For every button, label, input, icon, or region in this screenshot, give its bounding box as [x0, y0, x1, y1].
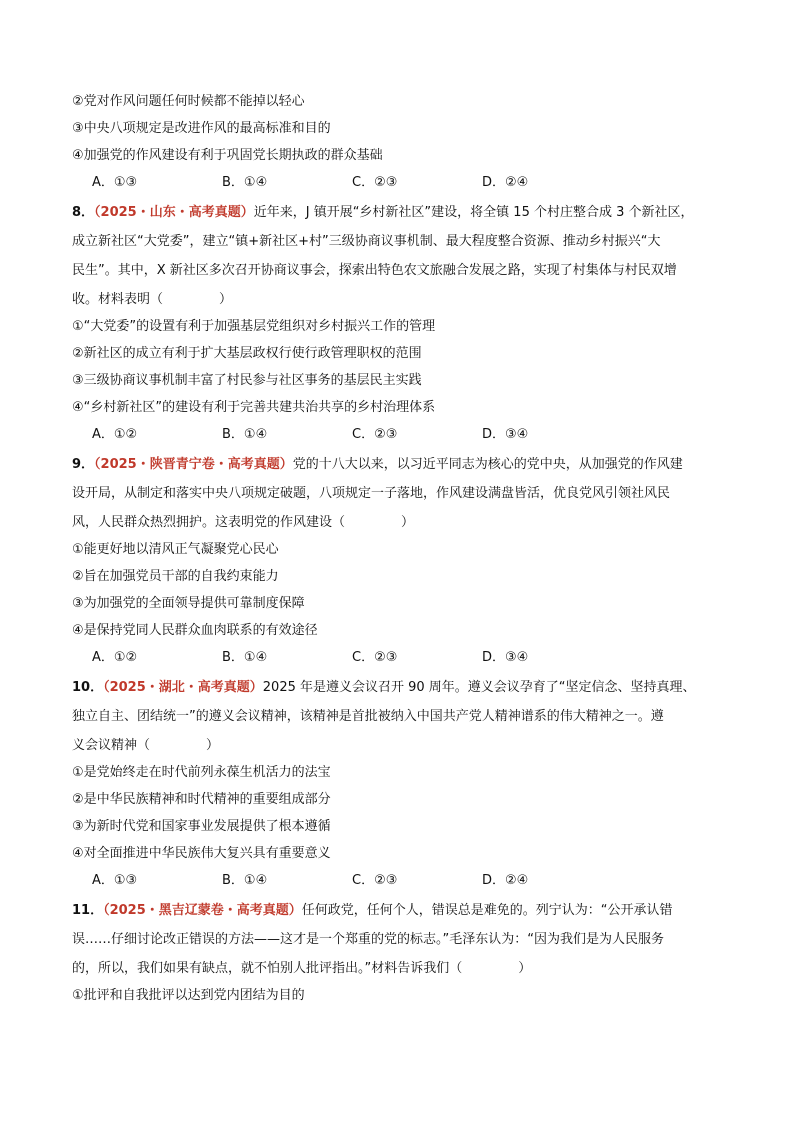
stem-line: 误……仔细讨论改正错误的方法——这才是一个郑重的党的标志。”毛泽东认为：“因为我们是为人民服务 — [72, 932, 664, 947]
stem-line: 民生”。其中，X 新社区多次召开协商议事会，探索出特色农文旅融合发展之路，实现了村集体与村民双增 — [72, 263, 677, 278]
option-4: ④加强党的作风建设有利于巩固党长期执政的群众基础 — [72, 148, 383, 163]
question-number: 9． — [72, 457, 95, 472]
option-3: ③三级协商议事机制丰富了村民参与社区事务的基层民主实践 — [72, 373, 422, 388]
option-2: ②旨在加强党员干部的自我约束能力 — [72, 569, 279, 584]
answer-choices — [72, 425, 722, 445]
question-stem — [72, 198, 722, 314]
stem-line: ） — [401, 515, 415, 530]
stem-line: 成立新社区“大党委”，建立“镇+新社区+村”三级协商议事机制、最大程度整合资源、推动乡村振兴“大 — [72, 234, 661, 249]
question-source: （2025・湖北・高考真题） — [103, 680, 263, 695]
choice-d[interactable]: D．②④ — [482, 175, 529, 190]
question-number: 10． — [72, 680, 104, 695]
choice-b[interactable]: B．①④ — [222, 427, 268, 442]
choice-c[interactable]: C．②③ — [352, 873, 398, 888]
option-1: ①是党始终走在时代前列永葆生机活力的法宝 — [72, 765, 331, 780]
option-2: ②党对作风问题任何时候都不能掉以轻心 — [72, 94, 305, 109]
choice-b[interactable]: B．①④ — [222, 650, 268, 665]
question-stem — [72, 673, 722, 760]
answer-choices — [72, 871, 722, 891]
stem-line: 任何政党，任何个人，错误总是难免的。列宁认为：“公开承认错 — [301, 903, 673, 918]
question-8 — [72, 198, 722, 445]
stem-line: ） — [206, 738, 220, 753]
answer-choices — [72, 173, 722, 193]
stem-line: 义会议精神（ — [72, 738, 151, 753]
choice-c[interactable]: C．②③ — [352, 650, 398, 665]
question-number: 8． — [72, 205, 95, 220]
question-11 — [72, 896, 722, 1006]
choice-b[interactable]: B．①④ — [222, 873, 268, 888]
choice-a[interactable]: A．①② — [92, 650, 138, 665]
stem-line: 独立自主、团结统一”的遵义会议精神，该精神是首批被纳入中国共产党人精神谱系的伟大精神之一。遵 — [72, 709, 664, 724]
question-source: （2025・黑吉辽蒙卷・高考真题） — [103, 903, 302, 918]
choice-c[interactable]: C．②③ — [352, 175, 398, 190]
option-1: ①批评和自我批评以达到党内团结为目的 — [72, 988, 305, 1003]
option-3: ③中央八项规定是改进作风的最高标准和目的 — [72, 121, 331, 136]
question-number: 11． — [72, 903, 104, 918]
stem-line: 党的十八大以来，以习近平同志为核心的党中央，从加强党的作风建 — [292, 457, 683, 472]
option-3: ③为加强党的全面领导提供可靠制度保障 — [72, 596, 305, 611]
choice-a[interactable]: A．①② — [92, 427, 138, 442]
option-1: ①能更好地以清风正气凝聚党心民心 — [72, 542, 279, 557]
choice-d[interactable]: D．②④ — [482, 873, 529, 888]
stem-line: ） — [518, 961, 532, 976]
question-9 — [72, 450, 722, 668]
option-4: ④对全面推进中华民族伟大复兴具有重要意义 — [72, 846, 331, 861]
stem-line: 近年来，J 镇开展“乡村新社区”建设，将全镇 15 个村庄整合成 3 个新社区， — [253, 205, 694, 220]
option-4: ④是保持党同人民群众血肉联系的有效途径 — [72, 623, 318, 638]
choice-c[interactable]: C．②③ — [352, 427, 398, 442]
choice-a[interactable]: A．①③ — [92, 873, 138, 888]
option-4: ④“乡村新社区”的建设有利于完善共建共治共享的乡村治理体系 — [72, 400, 436, 415]
option-3: ③为新时代党和国家事业发展提供了根本遵循 — [72, 819, 331, 834]
question-7-tail — [72, 92, 722, 193]
stem-line: 2025 年是遵义会议召开 90 周年。遵义会议孕育了“坚定信念、坚持真理、 — [262, 680, 696, 695]
question-10 — [72, 673, 722, 891]
exam-page — [72, 92, 722, 1013]
option-2: ②是中华民族精神和时代精神的重要组成部分 — [72, 792, 331, 807]
option-2: ②新社区的成立有利于扩大基层政权行使行政管理职权的范围 — [72, 346, 422, 361]
question-stem — [72, 896, 722, 983]
choice-d[interactable]: D．③④ — [482, 427, 529, 442]
stem-line: 收。材料表明（ — [72, 292, 164, 307]
option-1: ①“大党委”的设置有利于加强基层党组织对乡村振兴工作的管理 — [72, 319, 436, 334]
question-source: （2025・山东・高考真题） — [94, 205, 254, 220]
choice-a[interactable]: A．①③ — [92, 175, 138, 190]
question-source: （2025・陕晋青宁卷・高考真题） — [94, 457, 293, 472]
choice-b[interactable]: B．①④ — [222, 175, 268, 190]
stem-line: 风，人民群众热烈拥护。这表明党的作风建设（ — [72, 515, 346, 530]
stem-line: 设开局，从制定和落实中央八项规定破题，八项规定一子落地，作风建设满盘皆活，优良党风引领社风民 — [72, 486, 671, 501]
stem-line: 的，所以，我们如果有缺点，就不怕别人批评指出。”材料告诉我们（ — [72, 961, 463, 976]
question-stem — [72, 450, 722, 537]
answer-choices — [72, 648, 722, 668]
choice-d[interactable]: D．③④ — [482, 650, 529, 665]
stem-line: ） — [219, 292, 233, 307]
